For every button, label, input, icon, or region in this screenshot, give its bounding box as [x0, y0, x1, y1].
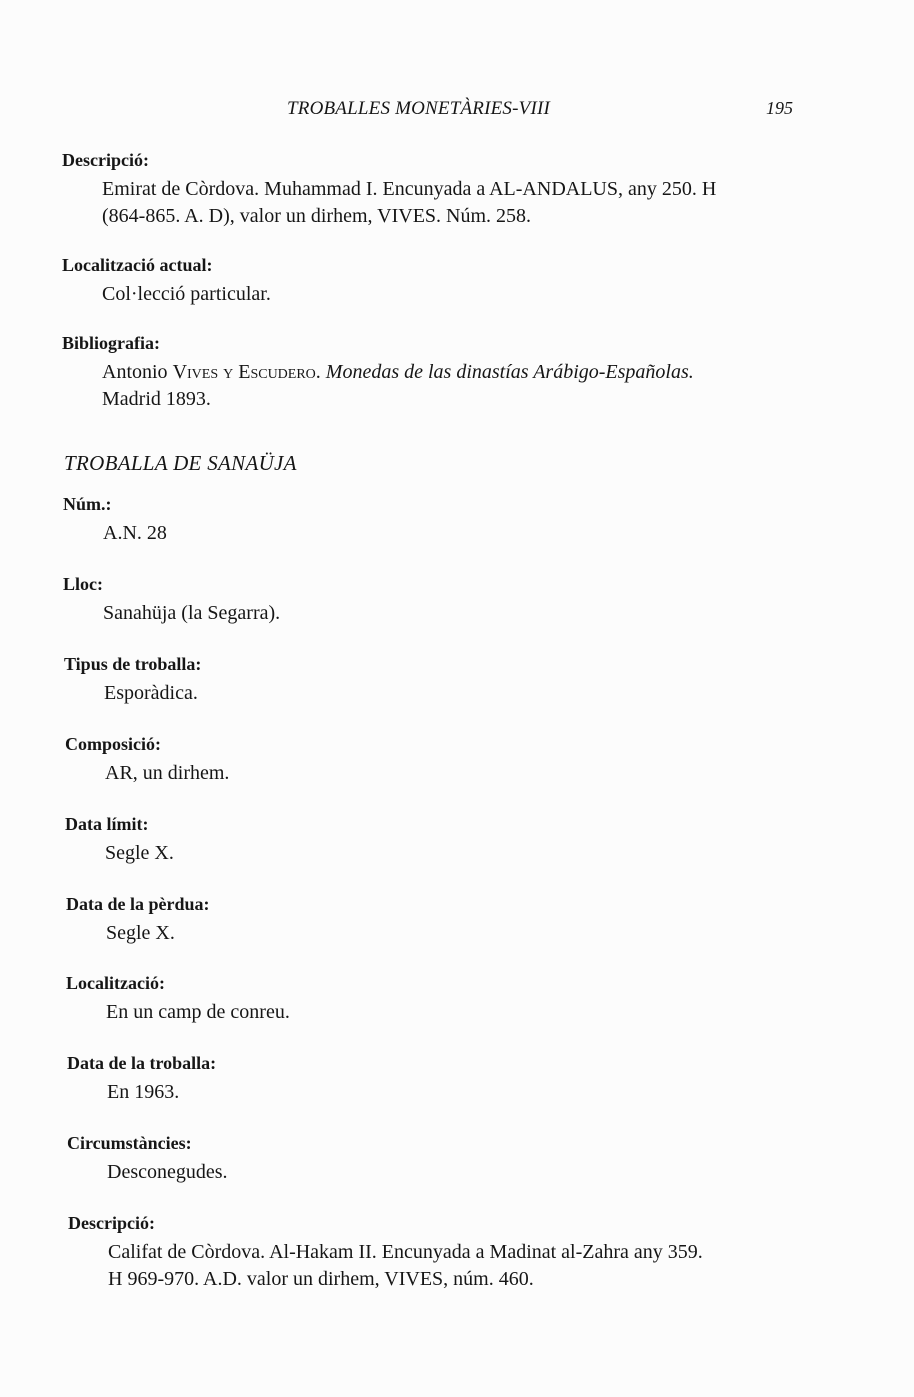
author-surname: Vives y Escudero. — [172, 361, 321, 383]
field-label: Data de la pèrdua: — [66, 894, 210, 914]
field-label: Lloc: — [63, 574, 103, 594]
field-num — [63, 492, 823, 547]
field-label: Composició: — [65, 734, 161, 754]
running-header — [0, 98, 914, 124]
field-label: Tipus de troballa: — [64, 654, 202, 674]
field-value: A.N. 28 — [103, 522, 167, 544]
field-value-line: Emirat de Còrdova. Muhammad I. Encunyada a AL-ANDALUS, any 250. H — [102, 178, 717, 200]
field-localitzacio-actual — [62, 253, 822, 308]
field-label: Circumstàncies: — [67, 1133, 192, 1153]
page-number: 195 — [766, 98, 793, 118]
field-label: Localització: — [66, 973, 165, 993]
field-value: Desconegudes. — [107, 1161, 228, 1183]
field-value-line: (864-865. A. D), valor un dirhem, VIVES. Núm. 258. — [102, 205, 532, 227]
field-label: Descripció: — [68, 1213, 155, 1233]
field-label: Bibliografia: — [62, 333, 160, 353]
field-descripcio-b — [68, 1211, 828, 1293]
field-value: Segle X. — [106, 922, 175, 944]
work-title: Monedas de las dinastías Arábigo-Españolas. — [325, 361, 694, 383]
field-value: Sanahüja (la Segarra). — [103, 602, 281, 624]
field-data-perdua — [66, 892, 826, 947]
field-label: Data de la troballa: — [67, 1053, 217, 1073]
field-value: Segle X. — [105, 842, 174, 864]
field-circumstancies — [67, 1131, 827, 1186]
author-first-name: Antonio — [102, 361, 168, 383]
field-tipus-troballa — [64, 652, 824, 707]
bibliography-citation — [62, 359, 822, 386]
field-label: Data límit: — [65, 814, 149, 834]
field-value: AR, un dirhem. — [105, 762, 230, 784]
field-value-line: H 969-970. A.D. valor un dirhem, VIVES, núm. 460. — [108, 1268, 534, 1290]
field-localitzacio — [66, 971, 826, 1026]
field-value: En un camp de conreu. — [106, 1001, 290, 1023]
section-title: TROBALLA DE SANAÜJA — [64, 451, 297, 475]
field-data-troballa — [67, 1051, 827, 1106]
running-title: TROBALLES MONETÀRIES-VIII — [287, 98, 551, 119]
field-value-line: Califat de Còrdova. Al-Hakam II. Encunyada a Madinat al-Zahra any 359. — [108, 1241, 703, 1263]
field-lloc — [63, 572, 823, 627]
field-bibliografia — [62, 331, 822, 413]
field-value: En 1963. — [107, 1081, 180, 1103]
field-descripcio-a — [62, 148, 822, 230]
field-data-limit — [65, 812, 825, 867]
field-value: Col·lecció particular. — [102, 283, 271, 305]
field-label: Descripció: — [62, 150, 149, 170]
field-label: Núm.: — [63, 494, 112, 514]
field-composicio — [65, 732, 825, 787]
field-label: Localització actual: — [62, 255, 213, 275]
field-value: Esporàdica. — [104, 682, 198, 704]
bibliography-place-year: Madrid 1893. — [102, 388, 211, 410]
